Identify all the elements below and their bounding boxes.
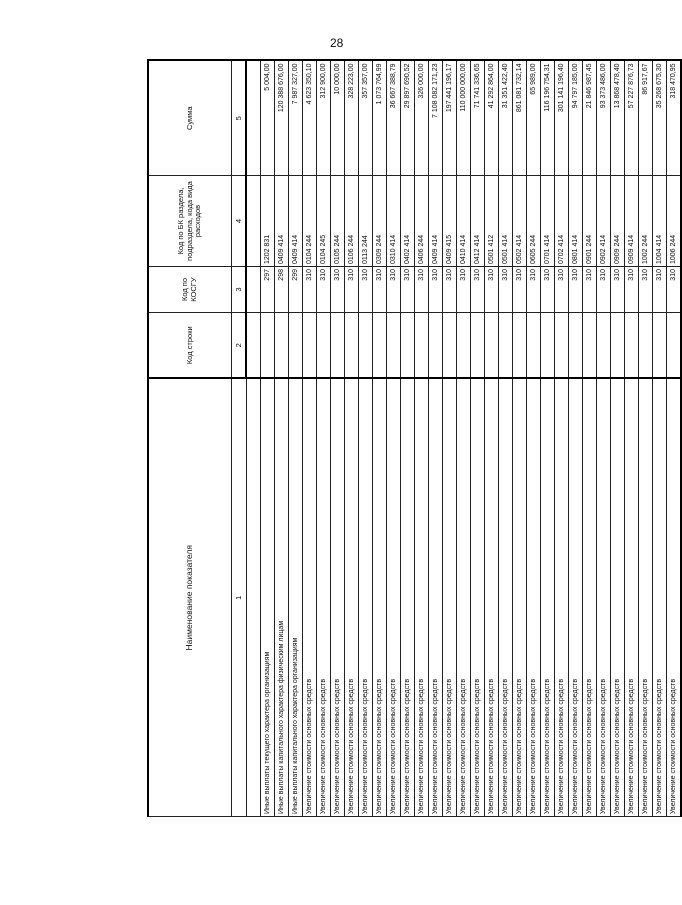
row-kbk-cell: 0501 412 (485, 176, 499, 267)
row-name-cell: Увеличение стоимости основных средств (373, 379, 387, 817)
row-sum-cell: 301 141 196,40 (555, 61, 569, 176)
column-number-row (232, 61, 247, 817)
row-kosgu-cell: 310 (513, 267, 527, 313)
table-row (373, 61, 387, 817)
row-name-cell: Увеличение стоимости основных средств (597, 379, 611, 817)
row-kbk-cell: 1202 831 (261, 176, 275, 267)
row-line-code-cell (597, 313, 611, 379)
row-kosgu-cell: 310 (499, 267, 513, 313)
row-line-code-cell (639, 313, 653, 379)
row-line-code-cell (387, 313, 401, 379)
table-row (611, 61, 625, 817)
row-kosgu-cell: 310 (373, 267, 387, 313)
row-name-cell: Иные выплаты капитального характера организациям (289, 379, 303, 817)
row-sum-cell: 197 441 196,17 (443, 61, 457, 176)
row-line-code-cell (527, 313, 541, 379)
row-kbk-cell: 0409 414 (275, 176, 289, 267)
row-name-cell: Увеличение стоимости основных средств (415, 379, 429, 817)
row-kbk-cell: 0104 245 (317, 176, 331, 267)
row-name-cell: Увеличение стоимости основных средств (541, 379, 555, 817)
table-row (639, 61, 653, 817)
row-kbk-cell: 0106 244 (345, 176, 359, 267)
row-kosgu-cell: 310 (653, 267, 667, 313)
row-kbk-cell: 0104 244 (303, 176, 317, 267)
row-sum-cell (246, 61, 261, 176)
table-row (246, 61, 261, 817)
row-sum-cell: 36 667 388,79 (387, 61, 401, 176)
header-row (148, 61, 232, 817)
row-name-cell: Увеличение стоимости основных средств (443, 379, 457, 817)
row-kbk-cell: 0310 414 (387, 176, 401, 267)
row-kbk-cell: 0410 414 (457, 176, 471, 267)
row-name-cell: Увеличение стоимости основных средств (457, 379, 471, 817)
row-line-code-cell (625, 313, 639, 379)
row-line-code-cell (611, 313, 625, 379)
row-kosgu-cell: 310 (415, 267, 429, 313)
table-row (443, 61, 457, 817)
row-kbk-cell: 1002 244 (639, 176, 653, 267)
table-row (317, 61, 331, 817)
row-kosgu-cell: 310 (527, 267, 541, 313)
row-kosgu-cell: 299 (289, 267, 303, 313)
row-line-code-cell (555, 313, 569, 379)
row-line-code-cell (457, 313, 471, 379)
row-sum-cell: 4 623 350,10 (303, 61, 317, 176)
row-sum-cell: 7 987 327,00 (289, 61, 303, 176)
row-name-cell: Увеличение стоимости основных средств (555, 379, 569, 817)
row-name-cell: Иные выплаты капитального характера физическим лицам (275, 379, 289, 817)
row-sum-cell: 326 000,00 (415, 61, 429, 176)
row-kosgu-cell: 310 (401, 267, 415, 313)
column-number: 1 (232, 379, 247, 817)
table-row (303, 61, 317, 817)
row-line-code-cell (513, 313, 527, 379)
row-name-cell: Увеличение стоимости основных средств (471, 379, 485, 817)
row-name-cell: Увеличение стоимости основных средств (387, 379, 401, 817)
row-sum-cell: 5 004,00 (261, 61, 275, 176)
row-kosgu-cell: 310 (485, 267, 499, 313)
row-name-cell: Увеличение стоимости основных средств (331, 379, 345, 817)
row-kbk-cell (246, 176, 261, 267)
row-sum-cell: 29 897 690,52 (401, 61, 415, 176)
row-kosgu-cell: 310 (345, 267, 359, 313)
row-line-code-cell (303, 313, 317, 379)
row-line-code-cell (246, 313, 261, 379)
row-kbk-cell: 0801 414 (569, 176, 583, 267)
row-kbk-cell: 0502 414 (513, 176, 527, 267)
row-sum-cell: 357 357,00 (359, 61, 373, 176)
row-kbk-cell: 0902 414 (597, 176, 611, 267)
row-sum-cell: 35 268 675,30 (653, 61, 667, 176)
row-kosgu-cell: 310 (443, 267, 457, 313)
row-name-cell: Увеличение стоимости основных средств (527, 379, 541, 817)
row-name-cell: Увеличение стоимости основных средств (303, 379, 317, 817)
table-row (429, 61, 443, 817)
table-row (387, 61, 401, 817)
row-line-code-cell (569, 313, 583, 379)
row-name-cell (246, 379, 261, 817)
header-line-code: Код строки (148, 313, 232, 379)
column-number: 2 (232, 313, 247, 379)
table-row (653, 61, 667, 817)
row-sum-cell: 94 797 185,00 (569, 61, 583, 176)
row-name-cell: Иные выплаты текущего характера организациям (261, 379, 275, 817)
row-sum-cell: 41 292 864,00 (485, 61, 499, 176)
row-line-code-cell (667, 313, 682, 379)
table-row (485, 61, 499, 817)
rotated-table-container (147, 61, 678, 817)
report-table-body (148, 61, 681, 817)
row-kbk-cell: 0605 244 (527, 176, 541, 267)
row-name-cell: Увеличение стоимости основных средств (499, 379, 513, 817)
row-sum-cell: 86 917,67 (639, 61, 653, 176)
row-kbk-cell: 0309 244 (373, 176, 387, 267)
report-table (147, 60, 682, 818)
table-row (541, 61, 555, 817)
row-name-cell: Увеличение стоимости основных средств (653, 379, 667, 817)
header-sum: Сумма (148, 61, 232, 176)
column-number: 3 (232, 267, 247, 313)
table-row (289, 61, 303, 817)
row-kbk-cell: 1006 244 (667, 176, 682, 267)
row-kbk-cell: 0412 414 (471, 176, 485, 267)
row-line-code-cell (583, 313, 597, 379)
table-row (499, 61, 513, 817)
row-name-cell: Увеличение стоимости основных средств (345, 379, 359, 817)
row-kbk-cell: 0409 414 (289, 176, 303, 267)
table-row (625, 61, 639, 817)
row-sum-cell: 312 900,00 (317, 61, 331, 176)
row-name-cell: Увеличение стоимости основных средств (667, 379, 682, 817)
row-sum-cell: 120 388 676,00 (275, 61, 289, 176)
row-line-code-cell (499, 313, 513, 379)
row-line-code-cell (317, 313, 331, 379)
row-kosgu-cell: 310 (597, 267, 611, 313)
row-name-cell: Увеличение стоимости основных средств (359, 379, 373, 817)
row-sum-cell: 7 108 082 171,23 (429, 61, 443, 176)
row-line-code-cell (331, 313, 345, 379)
row-kbk-cell: 0409 414 (429, 176, 443, 267)
table-row (261, 61, 275, 817)
row-kbk-cell: 0406 244 (415, 176, 429, 267)
row-line-code-cell (359, 313, 373, 379)
table-row (513, 61, 527, 817)
row-name-cell: Увеличение стоимости основных средств (639, 379, 653, 817)
row-kosgu-cell: 310 (639, 267, 653, 313)
header-name: Наименование показателя (148, 379, 232, 817)
row-sum-cell: 13 868 478,40 (611, 61, 625, 176)
table-row (527, 61, 541, 817)
row-kbk-cell: 0501 414 (499, 176, 513, 267)
row-sum-cell: 318 470,95 (667, 61, 682, 176)
row-kosgu-cell: 310 (429, 267, 443, 313)
table-row (345, 61, 359, 817)
row-kbk-cell: 0113 244 (359, 176, 373, 267)
row-kosgu-cell: 310 (625, 267, 639, 313)
row-kosgu-cell: 297 (261, 267, 275, 313)
table-row (597, 61, 611, 817)
row-kosgu-cell: 310 (667, 267, 682, 313)
row-line-code-cell (275, 313, 289, 379)
table-row (471, 61, 485, 817)
row-kbk-cell: 0402 414 (401, 176, 415, 267)
column-number: 4 (232, 176, 247, 267)
row-sum-cell: 31 351 422,40 (499, 61, 513, 176)
column-number: 5 (232, 61, 247, 176)
row-line-code-cell (373, 313, 387, 379)
row-line-code-cell (541, 313, 555, 379)
row-name-cell: Увеличение стоимости основных средств (513, 379, 527, 817)
row-line-code-cell (485, 313, 499, 379)
row-name-cell: Увеличение стоимости основных средств (401, 379, 415, 817)
row-name-cell: Увеличение стоимости основных средств (583, 379, 597, 817)
row-kosgu-cell (246, 267, 261, 313)
row-sum-cell: 861 081 732,14 (513, 61, 527, 176)
table-row (667, 61, 682, 817)
row-kosgu-cell: 310 (541, 267, 555, 313)
row-sum-cell: 110 000 000,00 (457, 61, 471, 176)
row-line-code-cell (429, 313, 443, 379)
table-row (401, 61, 415, 817)
row-name-cell: Увеличение стоимости основных средств (317, 379, 331, 817)
row-sum-cell: 93 373 486,00 (597, 61, 611, 176)
row-line-code-cell (415, 313, 429, 379)
row-kbk-cell: 0701 414 (541, 176, 555, 267)
row-kosgu-cell: 310 (387, 267, 401, 313)
row-sum-cell: 65 989,00 (527, 61, 541, 176)
row-line-code-cell (653, 313, 667, 379)
row-name-cell: Увеличение стоимости основных средств (625, 379, 639, 817)
row-name-cell: Увеличение стоимости основных средств (611, 379, 625, 817)
row-name-cell: Увеличение стоимости основных средств (485, 379, 499, 817)
row-kbk-cell: 1004 414 (653, 176, 667, 267)
row-kosgu-cell: 310 (457, 267, 471, 313)
row-sum-cell: 1 073 764,99 (373, 61, 387, 176)
row-sum-cell: 116 196 754,31 (541, 61, 555, 176)
row-name-cell: Увеличение стоимости основных средств (429, 379, 443, 817)
row-kosgu-cell: 310 (317, 267, 331, 313)
row-kosgu-cell: 310 (569, 267, 583, 313)
row-kbk-cell: 0909 244 (611, 176, 625, 267)
table-row (359, 61, 373, 817)
row-kbk-cell: 0105 244 (331, 176, 345, 267)
table-row (331, 61, 345, 817)
row-kosgu-cell: 310 (583, 267, 597, 313)
row-line-code-cell (401, 313, 415, 379)
row-line-code-cell (261, 313, 275, 379)
row-sum-cell: 71 741 336,65 (471, 61, 485, 176)
row-kosgu-cell: 310 (555, 267, 569, 313)
row-line-code-cell (471, 313, 485, 379)
row-kbk-cell: 0909 414 (625, 176, 639, 267)
row-name-cell: Увеличение стоимости основных средств (569, 379, 583, 817)
row-line-code-cell (345, 313, 359, 379)
table-row (555, 61, 569, 817)
table-row (415, 61, 429, 817)
row-kosgu-cell: 310 (359, 267, 373, 313)
row-kosgu-cell: 298 (275, 267, 289, 313)
row-line-code-cell (443, 313, 457, 379)
row-kbk-cell: 0702 414 (555, 176, 569, 267)
row-sum-cell: 21 846 987,45 (583, 61, 597, 176)
row-sum-cell: 57 227 876,73 (625, 61, 639, 176)
row-kosgu-cell: 310 (611, 267, 625, 313)
header-kbk: Код по БК раздела, подраздела, кода вида расходов (148, 176, 232, 267)
header-kosgu: Код по КОСГУ (148, 267, 232, 313)
table-row (569, 61, 583, 817)
table-row (457, 61, 471, 817)
table-row (583, 61, 597, 817)
page-number: 28 (330, 36, 344, 50)
row-kosgu-cell: 310 (303, 267, 317, 313)
table-row (275, 61, 289, 817)
row-line-code-cell (289, 313, 303, 379)
row-kbk-cell: 0901 244 (583, 176, 597, 267)
row-kbk-cell: 0409 415 (443, 176, 457, 267)
row-kosgu-cell: 310 (331, 267, 345, 313)
row-sum-cell: 328 223,00 (345, 61, 359, 176)
row-kosgu-cell: 310 (471, 267, 485, 313)
row-sum-cell: 10 000,00 (331, 61, 345, 176)
